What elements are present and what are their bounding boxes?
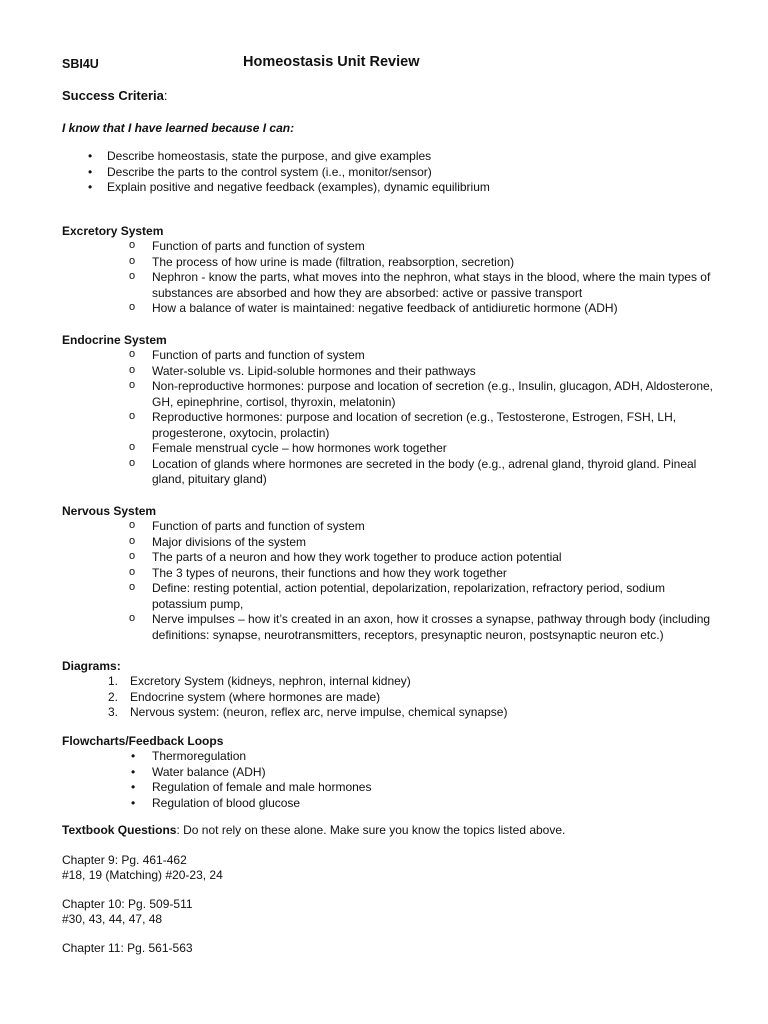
list-item: o Function of parts and function of system	[62, 348, 722, 364]
item-text: Endocrine system (where hormones are made)	[130, 689, 381, 704]
textbook-note: : Do not rely on these alone. Make sure you know the topics listed above.	[176, 823, 566, 837]
list-item: o Function of parts and function of system	[62, 239, 722, 255]
item-text: Nervous system: (neuron, reflex arc, nerve impulse, chemical synapse)	[130, 705, 508, 719]
endocrine-heading: Endocrine System	[62, 333, 167, 347]
list-item: • Water balance (ADH)	[62, 765, 702, 781]
list-item: o The parts of a neuron and how they work together to produce action potential	[62, 550, 722, 566]
list-item: o Water-soluble vs. Lipid-soluble hormones and their pathways	[62, 364, 722, 380]
list-item	[62, 690, 702, 706]
chapter-11-pages: Chapter 11: Pg. 561-563	[62, 941, 193, 955]
nervous-list	[62, 519, 722, 643]
list-item: o Location of glands where hormones are secreted in the body (e.g., adrenal gland, thyroid gland. Pineal gland, pituitary gland)	[62, 457, 722, 488]
list-item: o Nephron - know the parts, what moves into the nephron, what stays in the blood, where the main types of substances are absorbed and how they are absorbed: active or passive transport	[62, 270, 722, 301]
list-item: • Describe the parts to the control system (i.e., monitor/sensor)	[62, 165, 742, 181]
diagrams-list	[62, 674, 702, 721]
success-criteria-label: Success Criteria	[62, 88, 164, 103]
list-item: • Regulation of female and male hormones	[62, 780, 702, 796]
textbook-label: Textbook Questions	[62, 823, 177, 837]
excretory-list	[62, 239, 722, 317]
excretory-heading: Excretory System	[62, 224, 164, 238]
list-item: o Female menstrual cycle – how hormones work together	[62, 441, 722, 457]
chapter-9-questions: #18, 19 (Matching) #20-23, 24	[62, 868, 223, 882]
chapter-9-pages: Chapter 9: Pg. 461-462	[62, 853, 187, 867]
list-item: o Reproductive hormones: purpose and location of secretion (e.g., Testosterone, Estrogen, FSH, LH, progesterone, oxytocin, prolactin)	[62, 410, 722, 441]
list-item: o Non-reproductive hormones: purpose and location of secretion (e.g., Insulin, glucagon, ADH, Aldosterone, GH, epinephrine, cortisol, thyroxin, melatonin)	[62, 379, 722, 410]
page-title: Homeostasis Unit Review	[243, 54, 420, 70]
list-item: o Function of parts and function of system	[62, 519, 722, 535]
nervous-heading: Nervous System	[62, 504, 157, 518]
list-item: o The 3 types of neurons, their functions and how they work together	[62, 566, 722, 582]
item-number: 1.	[108, 674, 119, 688]
list-item: • Explain positive and negative feedback (examples), dynamic equilibrium	[62, 180, 742, 196]
success-criteria-heading	[62, 88, 168, 104]
flowcharts-list	[62, 749, 702, 811]
diagrams-heading: Diagrams:	[62, 659, 121, 673]
list-item: • Thermoregulation	[62, 749, 702, 765]
chapter-10-pages: Chapter 10: Pg. 509-511	[62, 897, 193, 911]
list-item: o The process of how urine is made (filtration, reabsorption, secretion)	[62, 255, 722, 271]
course-code: SBI4U	[62, 57, 99, 71]
flowcharts-heading: Flowcharts/Feedback Loops	[62, 734, 224, 748]
list-item: • Describe homeostasis, state the purpose, and give examples	[62, 149, 742, 165]
list-item	[62, 674, 702, 690]
chapter-10-questions: #30, 43, 44, 47, 48	[62, 912, 163, 926]
list-item: o Major divisions of the system	[62, 535, 722, 551]
list-item: o Define: resting potential, action potential, depolarization, repolarization, refractory period, sodium potassium pump,	[62, 581, 722, 612]
list-item: o How a balance of water is maintained: negative feedback of antidiuretic hormone (ADH)	[62, 301, 722, 317]
item-number: 3.	[108, 705, 119, 719]
item-number: 2.	[108, 689, 119, 704]
list-item: o Nerve impulses – how it’s created in an axon, how it crosses a synapse, pathway through body (including definitions: synapse, neurotransmitters, receptors, presynaptic neuron, postsynaptic neuron etc.)	[62, 612, 722, 643]
endocrine-list	[62, 348, 722, 488]
criteria-intro: I know that I have learned because I can:	[62, 121, 295, 135]
textbook-questions	[62, 823, 565, 839]
success-criteria-colon: :	[163, 88, 168, 103]
item-text: Excretory System (kidneys, nephron, internal kidney)	[130, 674, 411, 688]
list-item: • Regulation of blood glucose	[62, 796, 702, 812]
criteria-list	[62, 149, 742, 196]
list-item	[62, 705, 702, 721]
